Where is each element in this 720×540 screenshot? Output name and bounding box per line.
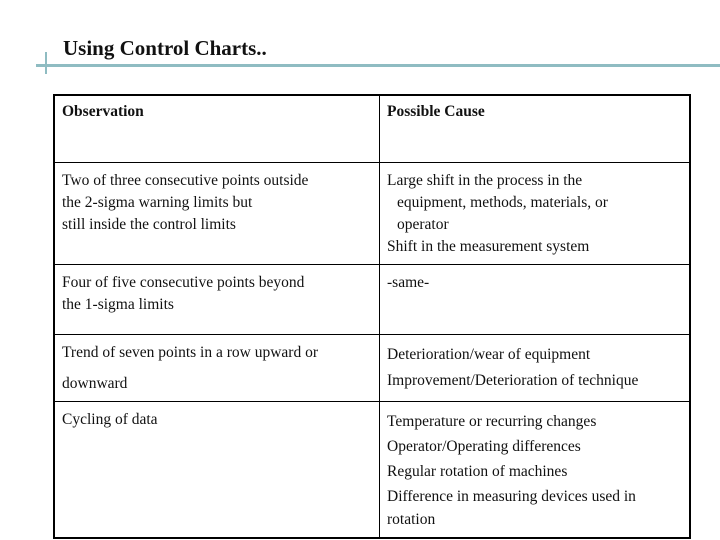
cell-line: Temperature or recurring changes <box>387 413 597 430</box>
table-row <box>54 163 690 265</box>
slide-title: Using Control Charts.. <box>63 36 267 60</box>
header-possible-cause: Possible Cause <box>380 95 691 163</box>
cell-line: Regular rotation of machines <box>387 463 568 480</box>
cell-line: still inside the control limits <box>62 216 236 233</box>
cause-cell <box>380 265 691 335</box>
cell-line: Operator/Operating differences <box>387 438 581 455</box>
observation-cell <box>54 335 380 402</box>
cell-line: the 2-sigma warning limits but <box>62 194 253 211</box>
observation-cell <box>54 402 380 539</box>
header-observation: Observation <box>54 95 380 163</box>
cell-line: Cycling of data <box>62 411 158 428</box>
cell-line: downward <box>62 375 128 392</box>
cell-line: equipment, methods, materials, or <box>397 194 608 211</box>
title-accent-line <box>45 52 47 74</box>
cell-line: rotation <box>387 511 436 528</box>
cell-line: Improvement/Deterioration of technique <box>387 372 639 389</box>
table-row <box>54 402 690 539</box>
cell-line: Trend of seven points in a row upward or <box>62 344 318 361</box>
table-row <box>54 335 690 402</box>
cause-cell <box>380 335 691 402</box>
cause-cell <box>380 163 691 265</box>
observation-cell <box>54 265 380 335</box>
cause-cell <box>380 402 691 539</box>
cell-line: Four of five consecutive points beyond <box>62 274 305 291</box>
table-row <box>54 265 690 335</box>
cell-line: the 1-sigma limits <box>62 296 174 313</box>
cell-line: -same- <box>387 274 430 291</box>
observation-cell <box>54 163 380 265</box>
cell-line: Two of three consecutive points outside <box>62 172 309 189</box>
title-underline <box>36 64 720 67</box>
table-header-row <box>54 95 690 163</box>
cell-line: Shift in the measurement system <box>387 238 590 255</box>
cell-line: Deterioration/wear of equipment <box>387 346 591 363</box>
control-chart-table <box>53 94 691 539</box>
cell-line: operator <box>397 216 449 233</box>
cell-line: Large shift in the process in the <box>387 172 583 189</box>
cell-line: Difference in measuring devices used in <box>387 488 636 505</box>
